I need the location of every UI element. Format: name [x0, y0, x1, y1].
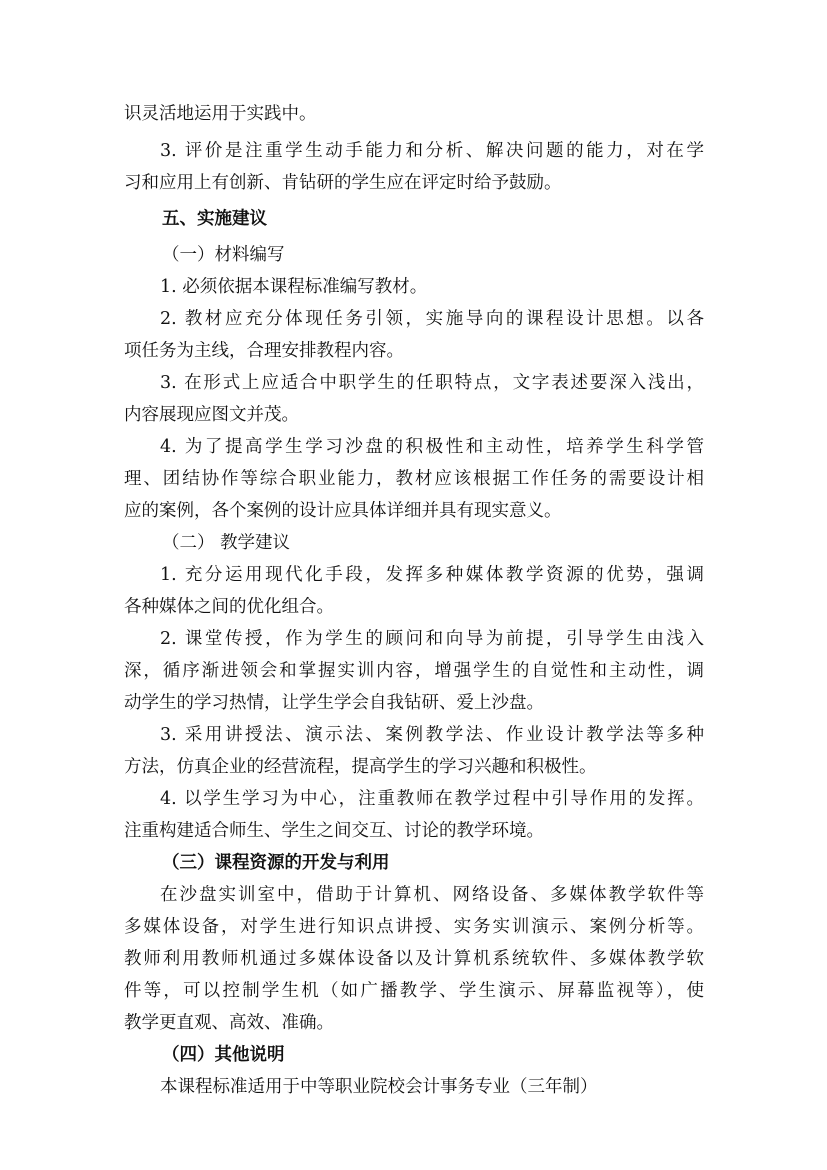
paragraph-line: 注重构建适合师生、学生之间交互、讨论的教学环境。 — [124, 821, 544, 841]
paragraph-line: 3. 评价是注重学生动手能力和分析、解决问题的能力，对在学 — [160, 141, 704, 161]
paragraph-line: 习和应用上有创新、肯钻研的学生应在评定时给予鼓励。 — [124, 173, 562, 193]
section-heading: 五、实施建议 — [162, 209, 267, 229]
subsection-heading: （一）材料编写 — [162, 245, 285, 265]
paragraph-line: 动学生的学习热情，让学生学会自我钻研、爱上沙盘。 — [124, 693, 544, 713]
paragraph-line: 多媒体设备，对学生进行知识点讲授、实务实训演示、案例分析等。 — [124, 917, 704, 937]
paragraph-line: 3. 采用讲授法、演示法、案例教学法、作业设计教学法等多种 — [160, 725, 704, 745]
paragraph-line: 教学更直观、高效、准确。 — [124, 1013, 334, 1033]
paragraph-line: 4. 以学生学习为中心，注重教师在教学过程中引导作用的发挥。 — [160, 789, 704, 809]
paragraph-line: 深，循序渐进领会和掌握实训内容，增强学生的自觉性和主动性，调 — [124, 661, 704, 681]
paragraph-line: 各种媒体之间的优化组合。 — [124, 597, 334, 617]
paragraph-line: 在沙盘实训室中，借助于计算机、网络设备、多媒体教学软件等 — [160, 885, 704, 905]
paragraph-line: 1. 必须依据本课程标准编写教材。 — [160, 277, 428, 297]
paragraph-line: 理、团结协作等综合职业能力，教材应该根据工作任务的需要设计相 — [124, 469, 704, 489]
paragraph-line: 内容展现应图文并茂。 — [124, 405, 299, 425]
paragraph-line: 方法，仿真企业的经营流程，提高学生的学习兴趣和积极性。 — [124, 757, 597, 777]
paragraph-line: 应的案例，各个案例的设计应具体详细并具有现实意义。 — [124, 501, 562, 521]
paragraph-line: 件等，可以控制学生机（如广播教学、学生演示、屏幕监视等），使 — [124, 981, 704, 1001]
paragraph-line: 2. 教材应充分体现任务引领，实施导向的课程设计思想。以各 — [160, 309, 704, 329]
paragraph-line: 2. 课堂传授，作为学生的顾问和向导为前提，引导学生由浅入 — [160, 629, 704, 649]
paragraph-line: 4. 为了提高学生学习沙盘的积极性和主动性，培养学生科学管 — [160, 437, 704, 457]
paragraph-line: 识灵活地运用于实践中。 — [124, 104, 317, 124]
paragraph-line: 本课程标准适用于中等职业院校会计事务专业（三年制） — [160, 1077, 598, 1097]
paragraph-line: 教师利用教师机通过多媒体设备以及计算机系统软件、多媒体教学软 — [124, 949, 704, 969]
subsection-heading: （二） 教学建议 — [162, 533, 291, 553]
paragraph-line: 3. 在形式上应适合中职学生的任职特点，文字表述要深入浅出， — [160, 373, 704, 393]
subsection-heading: （四）其他说明 — [162, 1045, 285, 1065]
paragraph-line: 1. 充分运用现代化手段，发挥多种媒体教学资源的优势，强调 — [160, 565, 704, 585]
paragraph-line: 项任务为主线，合理安排教程内容。 — [124, 341, 404, 361]
subsection-heading: （三）课程资源的开发与利用 — [162, 853, 390, 873]
